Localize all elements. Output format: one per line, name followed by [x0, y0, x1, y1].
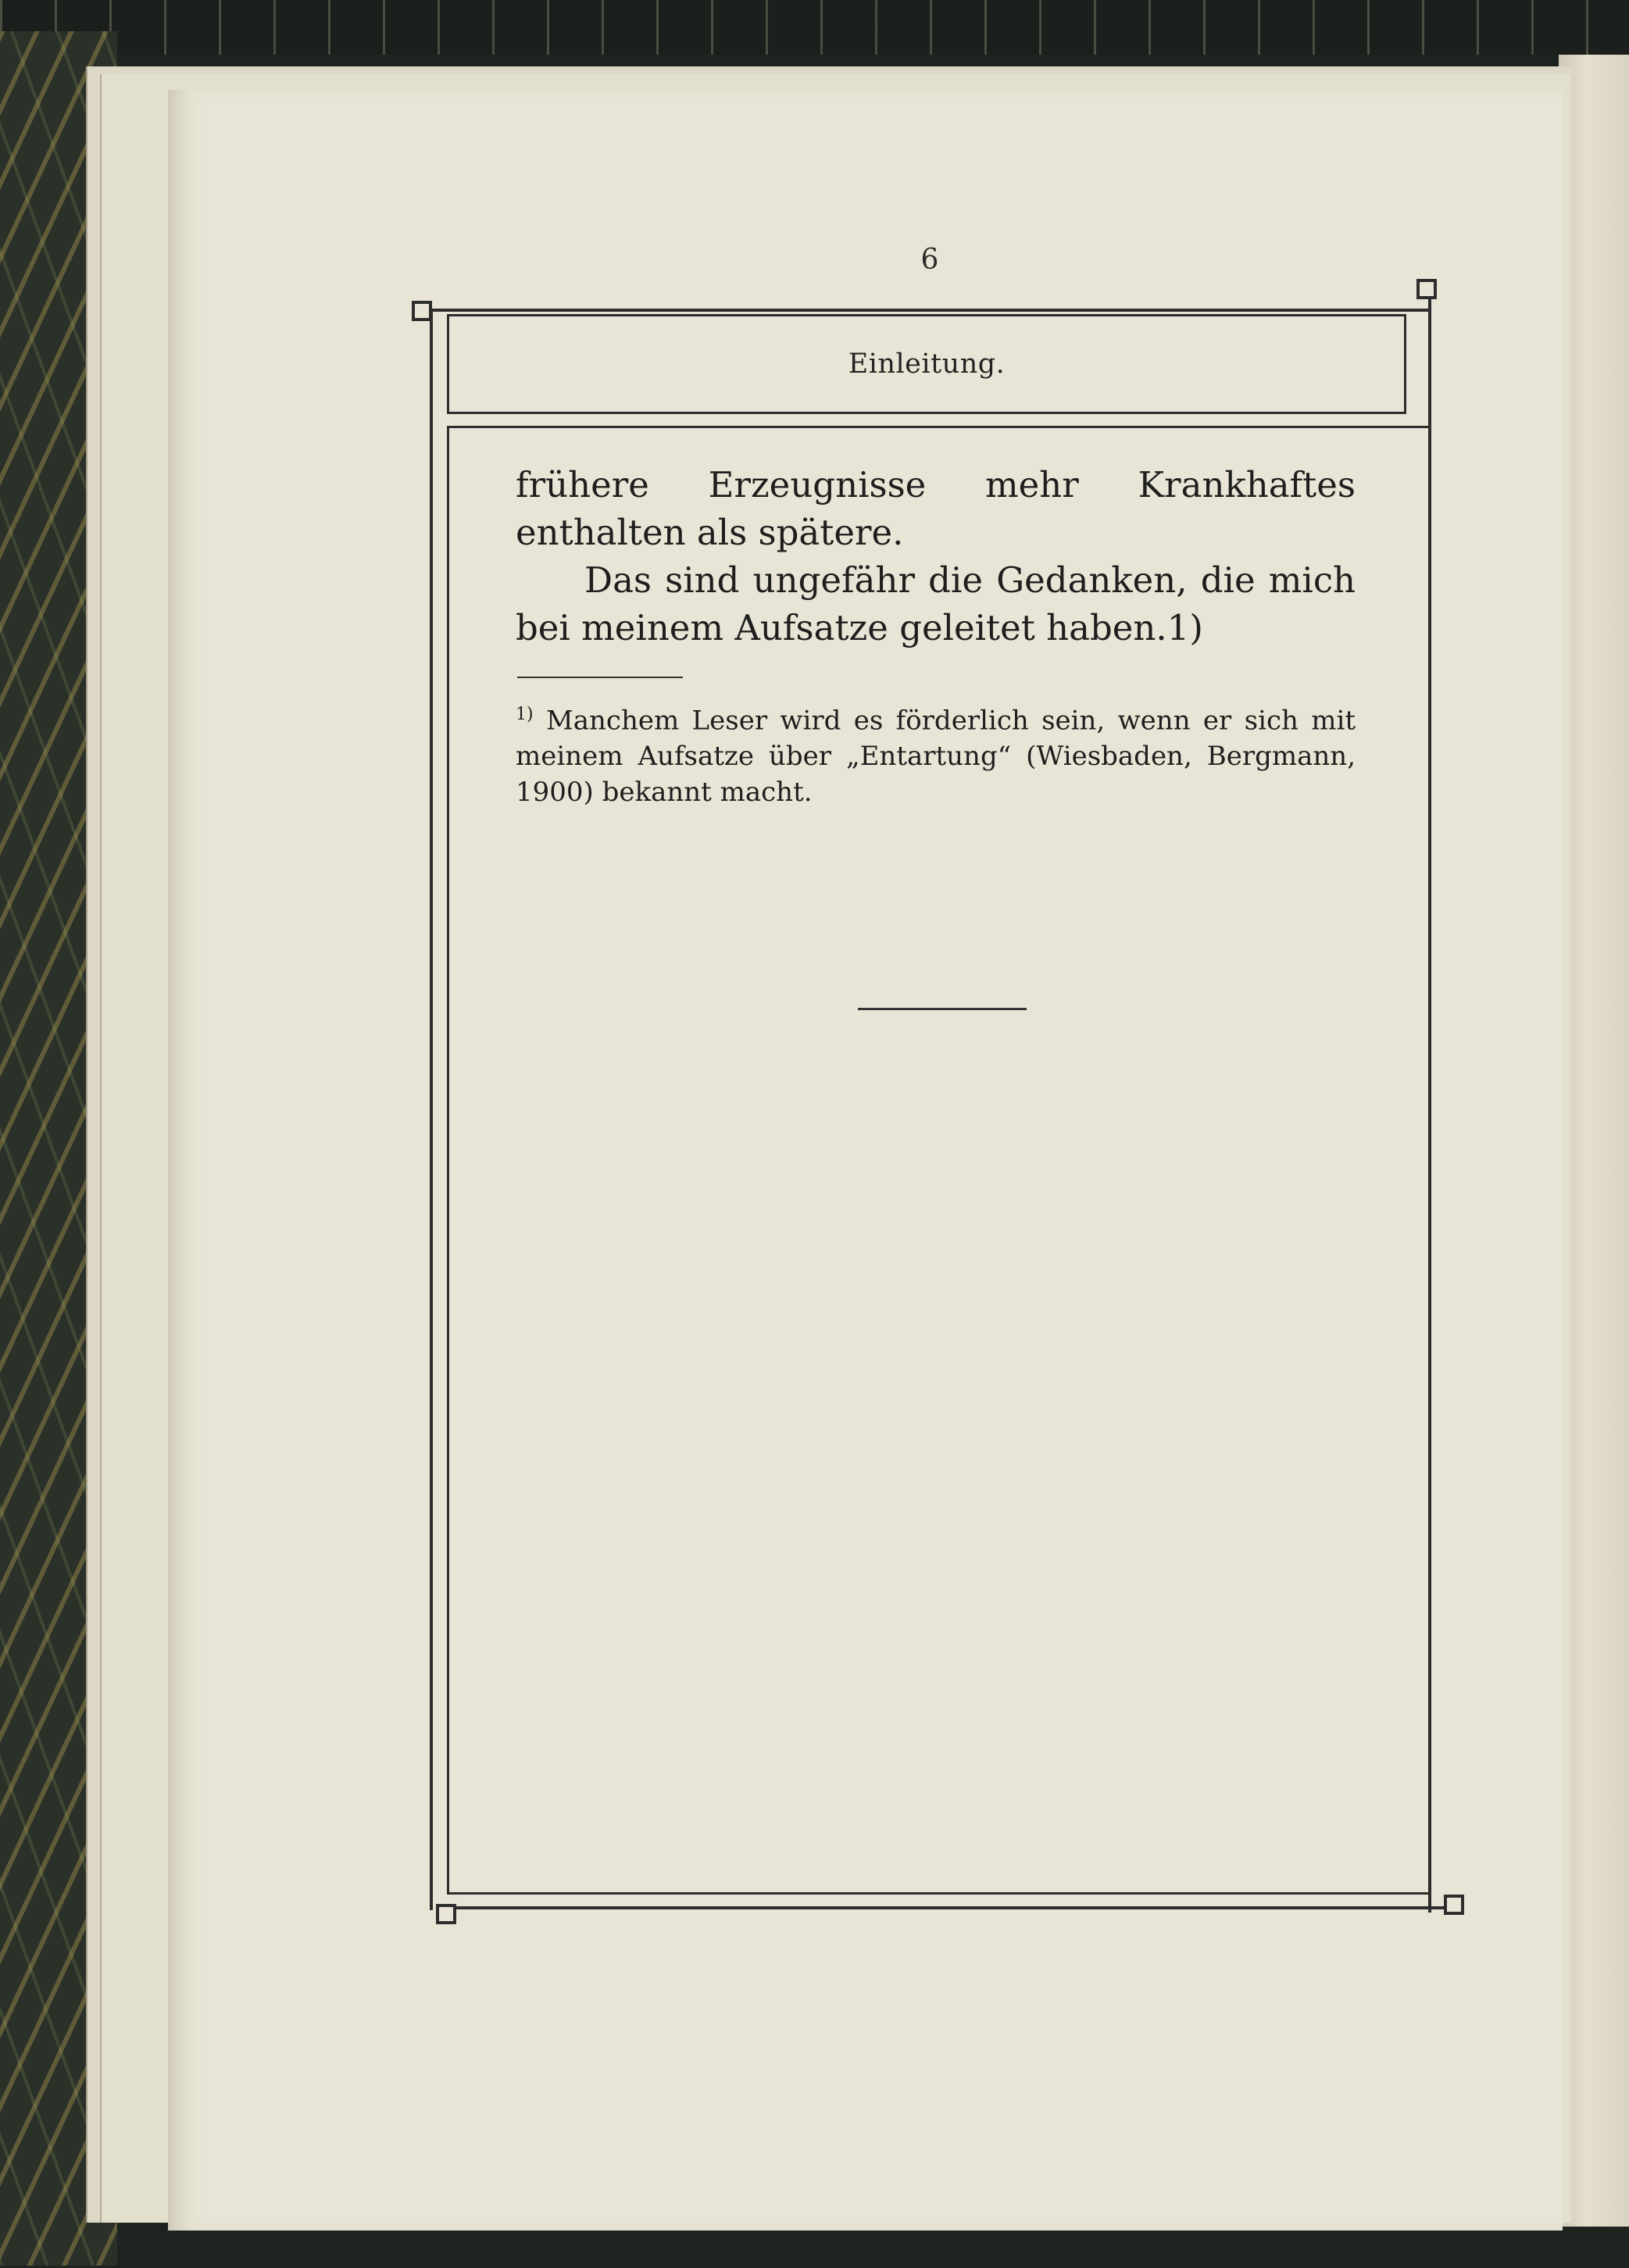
paragraph-2	[516, 556, 1356, 652]
frame-corner-bottom-right	[1444, 1895, 1464, 1915]
section-end-rule	[858, 1008, 1027, 1010]
footnote-marker: 1)	[516, 705, 534, 724]
running-head-box	[447, 314, 1406, 414]
frame-corner-bottom-left	[436, 1904, 456, 1924]
running-head: Einleitung.	[848, 348, 1006, 380]
paragraph-2-text: Das sind ungefähr die Gedanken, die mich bei meinem Aufsatze geleitet haben.	[516, 559, 1356, 648]
frame-corner-top-right	[1416, 279, 1437, 299]
text-block	[516, 461, 1356, 810]
footnote	[516, 697, 1356, 810]
frame-left-line	[430, 309, 433, 1910]
footnote-reference: 1)	[1166, 607, 1203, 648]
page-number: 6	[920, 244, 939, 276]
paragraph-1: frühere Erzeugnisse mehr Krankhaftes enthalten als spätere.	[516, 464, 1356, 553]
book-top-edge	[0, 0, 1629, 55]
footnote-text: Manchem Leser wird es förderlich sein, wenn er sich mit meinem Aufsatze über „Entartung“ (Wiesbaden, Bergmann, 1900) bekannt macht.	[516, 705, 1356, 809]
frame-top-line	[430, 309, 1430, 312]
frame-bottom-line	[442, 1906, 1450, 1909]
footnote-rule	[517, 677, 683, 678]
frame-corner-top-left	[412, 301, 432, 321]
